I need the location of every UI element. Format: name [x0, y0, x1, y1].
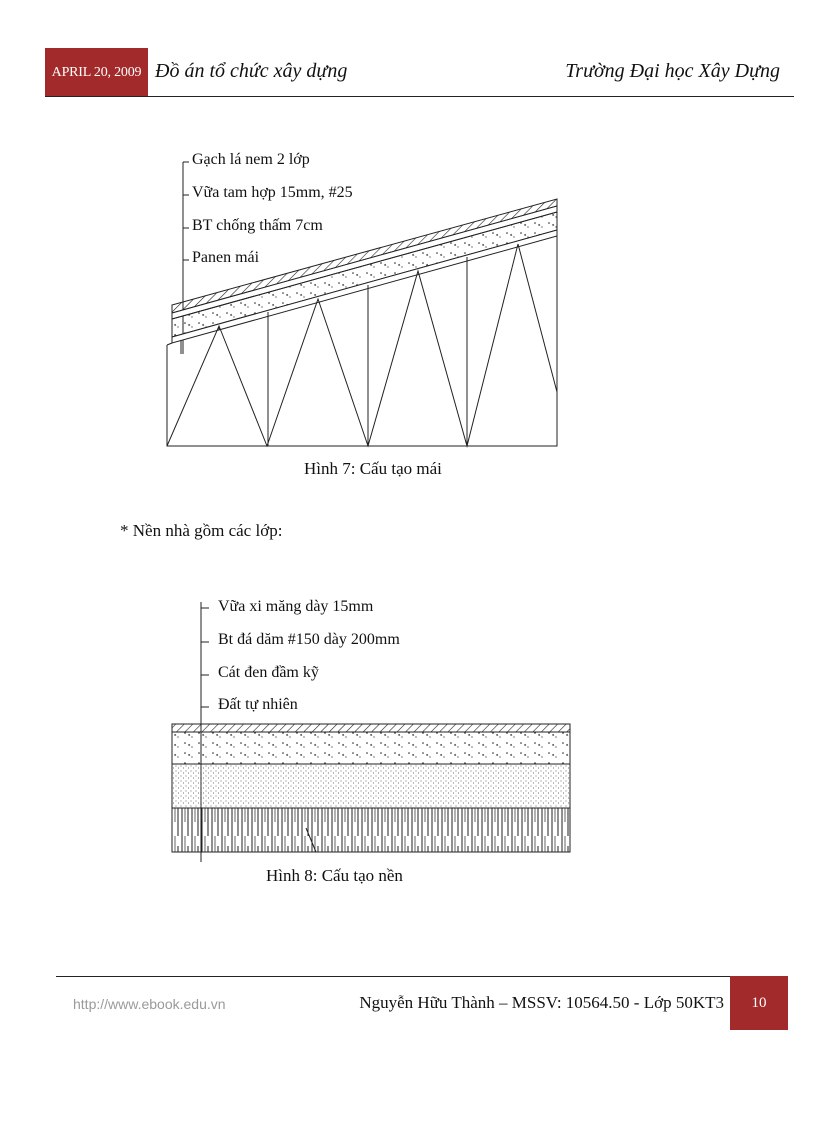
footer-author-info: Nguyễn Hữu Thành – MSSV: 10564.50 - Lớp 50KT3: [359, 993, 724, 1012]
roof-layer-label: BT chống thấm 7cm: [192, 217, 323, 234]
footer-url-link[interactable]: http://www.ebook.edu.vn: [73, 996, 226, 1012]
floor-section-intro: * Nền nhà gồm các lớp:: [120, 521, 283, 540]
page-number-badge: 10: [730, 976, 788, 1030]
roof-layer-label: Vữa tam hợp 15mm, #25: [192, 184, 353, 201]
footer-divider: [56, 976, 730, 977]
figure-7-caption: Hình 7: Cấu tạo mái: [304, 459, 442, 478]
floor-layer-label: Cát đen đầm kỹ: [218, 664, 319, 681]
figure-8-caption: Hình 8: Cấu tạo nền: [266, 866, 403, 885]
floor-layer-label: Vữa xi măng dày 15mm: [218, 598, 374, 615]
header-document-title: Đồ án tổ chức xây dựng: [155, 60, 348, 82]
roof-layer-label: Gạch lá nem 2 lớp: [192, 151, 310, 168]
header-date-badge: APRIL 20, 2009: [45, 48, 148, 97]
roof-layer-label: Panen mái: [192, 249, 260, 266]
floor-layer-label: Bt đá dăm #150 dày 200mm: [218, 631, 400, 648]
header-university-name: Trường Đại học Xây Dựng: [565, 60, 780, 82]
floor-layers: [172, 724, 570, 852]
floor-layer-label: Đất tự nhiên: [218, 696, 298, 713]
